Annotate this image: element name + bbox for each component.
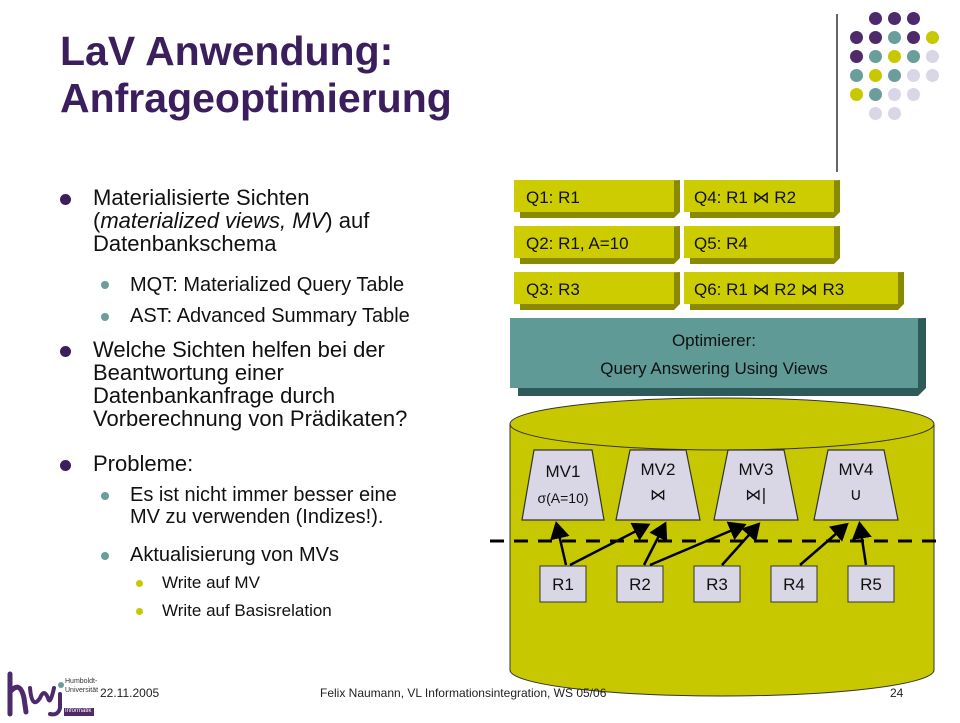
bullet-2-line-2: Beantwortung einer — [93, 360, 284, 385]
bullet-3-sub-1-line-2: MV zu verwenden (Indizes!). — [130, 506, 384, 528]
bullet-3-sub-2: Aktualisierung von MVs — [130, 544, 339, 566]
query-q4-label: Q4: R1 ⋈ R2 — [694, 188, 797, 207]
mv3-operator: ⋈| — [745, 485, 767, 504]
query-box-q6 — [684, 272, 904, 310]
relation-r4-label: R4 — [783, 575, 805, 594]
bullet-1-sub-2: AST: Advanced Summary Table — [130, 305, 410, 327]
mv1-name: MV1 — [545, 462, 581, 481]
bullet-2-line-1: Welche Sichten helfen bei der — [93, 337, 385, 362]
mv4-operator: ∪ — [849, 485, 863, 505]
relation-r2-label: R2 — [629, 575, 651, 594]
relation-r5-label: R5 — [860, 575, 882, 594]
bullet-3: Probleme: — [93, 451, 194, 476]
footer-date: 22.11.2005 — [100, 686, 160, 700]
query-q3-label: Q3: R3 — [526, 280, 580, 299]
footer-page-number: 24 — [890, 686, 904, 700]
title-line-1: LaV Anwendung: — [60, 28, 394, 74]
paren-open: ( — [93, 208, 101, 233]
relation-box-r5 — [848, 566, 894, 602]
bullet-3-sub-1-line-1: Es ist nicht immer besser eine — [130, 484, 397, 506]
query-box-q2 — [514, 226, 680, 264]
title-line-2: Anfrageoptimierung — [60, 75, 452, 121]
mv1-shape — [522, 450, 604, 520]
logo-caption-2: Universität — [65, 687, 99, 694]
mv1-operator: σ(A=10) — [537, 490, 589, 506]
query-box-q1 — [514, 180, 680, 218]
bullet-2-line-3: Datenbankanfrage durch — [93, 383, 336, 408]
query-q5-label: Q5: R4 — [694, 234, 748, 253]
mv3-shape — [714, 450, 798, 520]
italic-term: materialized views, MV — [100, 208, 326, 233]
relation-box-r2 — [617, 566, 663, 602]
relation-r1-label: R1 — [552, 575, 574, 594]
database-cylinder — [510, 398, 934, 696]
bullet-1-line-1: Materialisierte Sichten — [93, 185, 310, 210]
mv4-name: MV4 — [838, 460, 874, 479]
relation-r3-label: R3 — [706, 575, 728, 594]
query-q2-label: Q2: R1, A=10 — [526, 234, 629, 253]
query-box-q4 — [684, 180, 840, 218]
bullet-1-line-3: Datenbankschema — [93, 231, 277, 256]
mv2-name: MV2 — [640, 460, 676, 479]
optimizer-line-1: Optimierer: — [671, 331, 757, 350]
paren-close: ) auf — [325, 208, 370, 233]
footer-author: Felix Naumann, VL Informationsintegration, WS 05/06 — [320, 686, 607, 700]
mv3-name: MV3 — [738, 460, 774, 479]
query-q1-label: Q1: R1 — [526, 188, 580, 207]
relation-box-r1 — [540, 566, 586, 602]
mv4-shape — [814, 450, 898, 520]
mv2-operator: ⋈ — [650, 485, 666, 504]
query-box-q5 — [684, 226, 840, 264]
logo-caption-1: Humboldt- — [65, 678, 98, 685]
relation-box-r4 — [771, 566, 817, 602]
bullet-2-line-4: Vorberechnung von Prädikaten? — [93, 406, 408, 431]
query-q6-label: Q6: R1 ⋈ R2 ⋈ R3 — [694, 280, 845, 299]
bullet-3-sub-2-sub-2: Write auf Basisrelation — [162, 601, 332, 620]
relation-box-r3 — [694, 566, 740, 602]
logo-caption-3: Informatik — [65, 708, 92, 714]
hu-logo — [4, 668, 99, 718]
optimizer-line-2: Query Answering Using Views — [600, 359, 828, 378]
query-box-q3 — [514, 272, 680, 310]
optimizer-box — [510, 318, 926, 396]
bullet-3-sub-2-sub-1: Write auf MV — [162, 573, 260, 592]
mv2-shape — [616, 450, 700, 520]
bullet-1-sub-1: MQT: Materialized Query Table — [130, 274, 405, 296]
